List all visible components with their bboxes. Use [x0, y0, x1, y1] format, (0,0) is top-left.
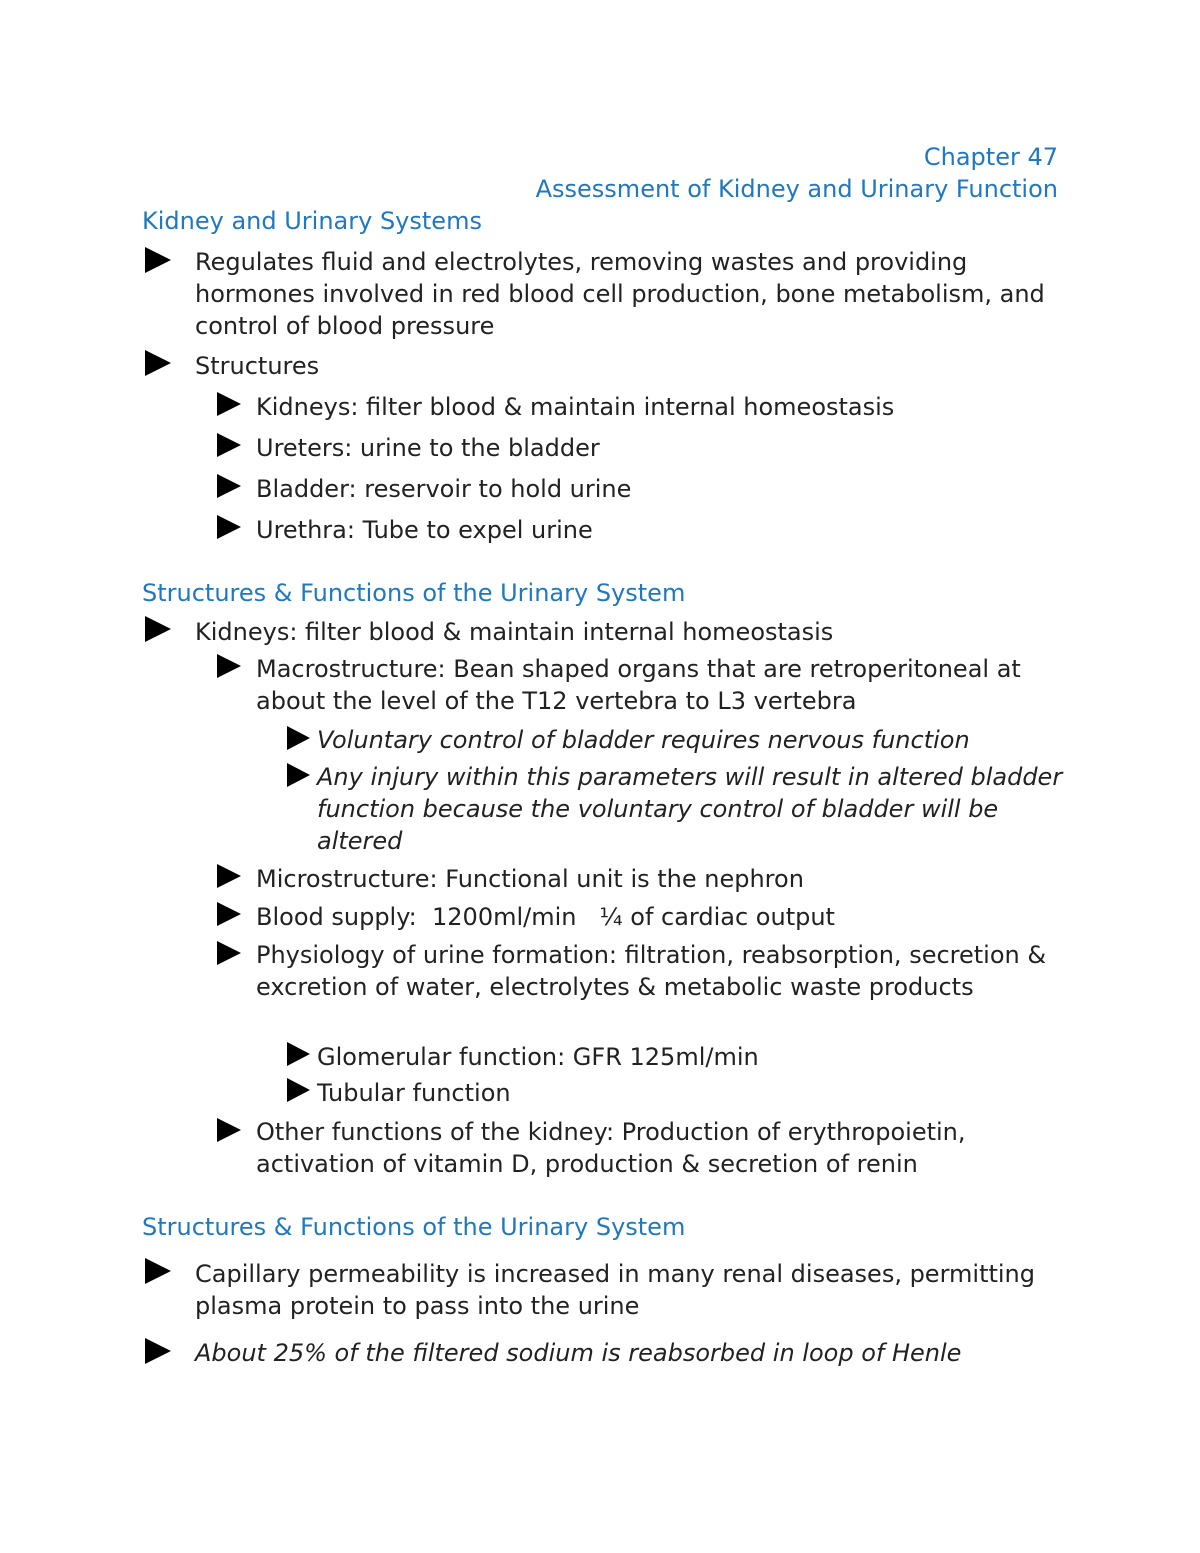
list-item: Macrostructure: Bean shaped organs that are retroperitoneal at about the level of the T12 vertebra to L3 vertebra — [256, 655, 1021, 715]
bullet-triangle-icon — [287, 1042, 310, 1066]
list-item: Blood supply: 1200ml/min ¼ of cardiac output — [256, 903, 835, 931]
section-title-kidney-urinary-systems: Kidney and Urinary Systems — [142, 207, 482, 235]
list-item: Regulates fluid and electrolytes, removing wastes and providing hormones involved in red blood cell production, bone metabolism, and control of blood pressure — [195, 248, 1045, 340]
bullet-triangle-icon — [217, 864, 241, 888]
chapter-number: Chapter 47 — [923, 143, 1058, 171]
bullet-triangle-icon — [287, 726, 310, 750]
section-title-structures-functions-2: Structures & Functions of the Urinary System — [142, 1213, 686, 1241]
list-item: Urethra: Tube to expel urine — [256, 516, 593, 544]
list-item: Other functions of the kidney: Production of erythropoietin, activation of vitamin D, production & secretion of renin — [256, 1118, 966, 1178]
section-title-structures-functions: Structures & Functions of the Urinary System — [142, 579, 686, 607]
list-item: Kidneys: filter blood & maintain internal homeostasis — [195, 618, 834, 646]
bullet-triangle-icon — [217, 654, 241, 678]
list-item: Microstructure: Functional unit is the nephron — [256, 865, 804, 893]
list-item: Voluntary control of bladder requires nervous function — [317, 726, 970, 754]
list-item: Glomerular function: GFR 125ml/min — [317, 1043, 759, 1071]
bullet-triangle-icon — [217, 433, 241, 457]
bullet-triangle-icon — [217, 1118, 241, 1142]
list-item: Kidneys: filter blood & maintain internal homeostasis — [256, 393, 895, 421]
bullet-triangle-icon — [287, 1078, 310, 1102]
list-item: Capillary permeability is increased in many renal diseases, permitting plasma protein to pass into the urine — [195, 1260, 1035, 1320]
list-item: Ureters: urine to the bladder — [256, 434, 600, 462]
bullet-triangle-icon — [287, 763, 310, 787]
bullet-triangle-icon — [217, 474, 241, 498]
list-item: Bladder: reservoir to hold urine — [256, 475, 632, 503]
list-item: Structures — [195, 352, 320, 380]
list-item: Any injury within this parameters will result in altered bladder function because the voluntary control of bladder will be altered — [317, 763, 1063, 855]
list-item: About 25% of the filtered sodium is reabsorbed in loop of Henle — [195, 1339, 962, 1367]
bullet-triangle-icon — [145, 247, 171, 273]
bullet-triangle-icon — [217, 902, 241, 926]
list-item: Physiology of urine formation: filtration, reabsorption, secretion & excretion of water, electrolytes & metabolic waste products — [256, 941, 1047, 1001]
bullet-triangle-icon — [217, 515, 241, 539]
bullet-triangle-icon — [145, 1258, 171, 1284]
bullet-triangle-icon — [217, 941, 241, 965]
chapter-header — [536, 141, 1058, 205]
bullet-triangle-icon — [145, 616, 171, 642]
bullet-triangle-icon — [217, 392, 241, 416]
list-item: Tubular function — [317, 1079, 511, 1107]
bullet-triangle-icon — [145, 350, 171, 376]
bullet-triangle-icon — [145, 1338, 171, 1364]
chapter-title: Assessment of Kidney and Urinary Function — [535, 175, 1058, 203]
